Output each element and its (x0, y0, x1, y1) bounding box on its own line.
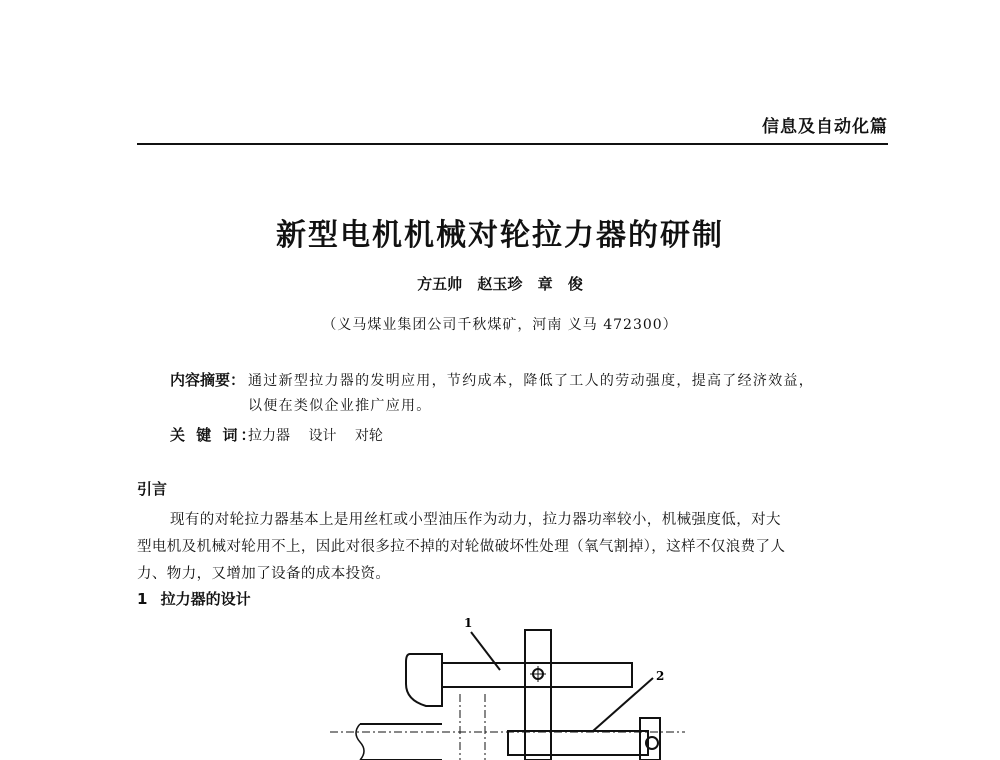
keywords: 拉力器 设计 对轮 (248, 428, 383, 444)
keywords-label: 关 键 词： (170, 426, 259, 444)
intro-heading: 引言 (137, 480, 168, 498)
jaw-hook (406, 654, 442, 706)
arm-bar (442, 663, 632, 687)
puller-figure (330, 608, 690, 760)
abstract-label: 内容摘要： (170, 371, 246, 389)
figure-label-2: 2 (656, 669, 665, 683)
screw-shaft (508, 731, 648, 755)
article-title: 新型电机机械对轮拉力器的研制 (276, 218, 724, 253)
figure-label-1: 1 (464, 616, 473, 630)
affiliation: （义马煤业集团公司千秋煤矿，河南 义马 472300） (322, 317, 678, 333)
intro-paragraph-line-1: 现有的对轮拉力器基本上是用丝杠或小型油压作为动力，拉力器功率较小，机械强度低，对大 (170, 512, 781, 528)
vertical-plate (525, 630, 551, 760)
leader-line-2 (593, 678, 653, 731)
section-1-heading: 1 拉力器的设计 (137, 590, 251, 608)
abstract-line-1: 通过新型拉力器的发明应用，节约成本，降低了工人的劳动强度，提高了经济效益， (248, 373, 815, 389)
authors: 方五帅 赵玉珍 章 俊 (417, 275, 583, 293)
header-rule (137, 143, 888, 145)
intro-paragraph-line-2: 型电机及机械对轮用不上，因此对很多拉不掉的对轮做破坏性处理（氧气割掉），这样不仅浪费了人 (137, 539, 786, 555)
intro-paragraph-line-3: 力、物力，又增加了设备的成本投资。 (137, 566, 391, 582)
section-header: 信息及自动化篇 (762, 117, 888, 137)
pipe-break (356, 724, 364, 760)
leader-line-1 (471, 632, 500, 670)
abstract-line-2: 以便在类似企业推广应用。 (248, 398, 432, 414)
